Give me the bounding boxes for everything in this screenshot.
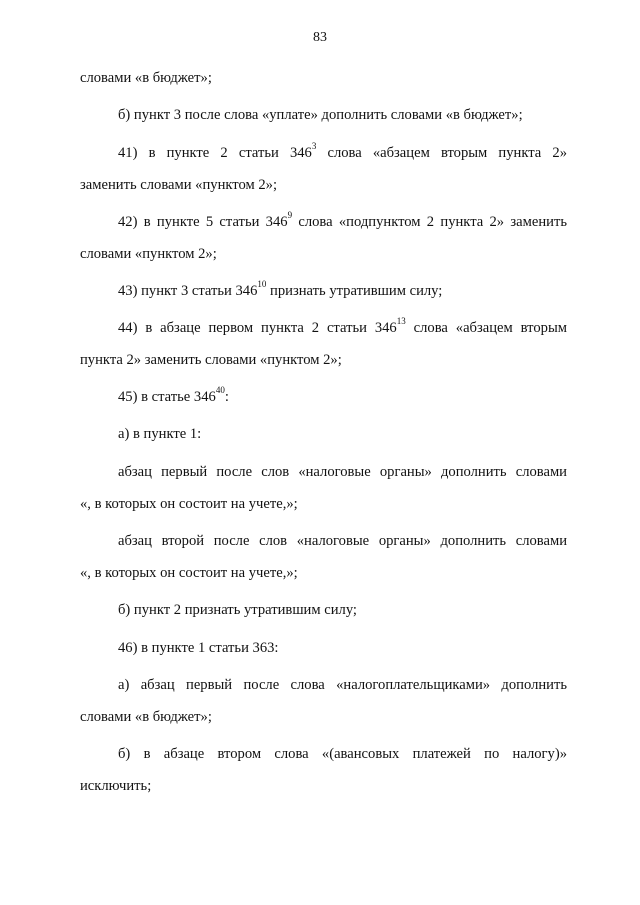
text-line-part: слова «подпунктом 2 пункта 2» заменить bbox=[292, 214, 567, 230]
text-line: б) пункт 3 после слова «уплате» дополнить словами «в бюджет»; bbox=[118, 107, 523, 123]
text-line bbox=[118, 278, 567, 301]
superscript: 10 bbox=[257, 278, 267, 289]
text-line: а) абзац первый после слова «налогоплательщиками» дополнить bbox=[118, 677, 567, 693]
text-line-part: 44) в абзаце первом пункта 2 статьи 346 bbox=[118, 320, 397, 336]
text-line-part: 42) в пункте 5 статьи 346 bbox=[118, 214, 288, 230]
superscript: 13 bbox=[396, 315, 406, 326]
superscript: 40 bbox=[215, 384, 225, 395]
text-line: словами «в бюджет»; bbox=[80, 709, 212, 725]
text-line-part: слова «абзацем вторым bbox=[405, 320, 567, 336]
text-line: абзац второй после слов «налоговые органы» дополнить словами bbox=[118, 533, 567, 549]
text-line bbox=[118, 209, 567, 232]
text-line: 46) в пункте 1 статьи 363: bbox=[118, 640, 279, 656]
text-line-part: : bbox=[224, 389, 229, 405]
text-line: словами «в бюджет»; bbox=[80, 70, 212, 86]
text-line-part: 45) в статье 346 bbox=[118, 389, 216, 405]
superscript: 9 bbox=[287, 209, 293, 220]
superscript: 3 bbox=[311, 140, 317, 151]
text-line: а) в пункте 1: bbox=[118, 426, 202, 442]
text-line-part: 41) в пункте 2 статьи 346 bbox=[118, 145, 312, 161]
text-line: исключить; bbox=[80, 778, 152, 794]
text-line: «, в которых он состоит на учете,»; bbox=[80, 565, 298, 581]
text-line bbox=[118, 384, 567, 407]
text-line bbox=[118, 140, 567, 163]
page-number: 83 bbox=[313, 30, 327, 45]
text-line bbox=[118, 315, 567, 338]
text-line: б) пункт 2 признать утратившим силу; bbox=[118, 602, 357, 618]
text-line-part: признать утратившим силу; bbox=[266, 283, 443, 299]
text-line: заменить словами «пунктом 2»; bbox=[80, 177, 278, 193]
text-line: пункта 2» заменить словами «пунктом 2»; bbox=[80, 352, 342, 368]
text-line: абзац первый после слов «налоговые органы» дополнить словами bbox=[118, 464, 567, 480]
text-line-part: 43) пункт 3 статьи 346 bbox=[118, 283, 258, 299]
text-line-part: слова «абзацем вторым пункта 2» bbox=[316, 145, 567, 161]
text-line: словами «пунктом 2»; bbox=[80, 246, 217, 262]
text-line: «, в которых он состоит на учете,»; bbox=[80, 496, 298, 512]
text-line: б) в абзаце втором слова «(авансовых платежей по налогу)» bbox=[118, 746, 567, 762]
